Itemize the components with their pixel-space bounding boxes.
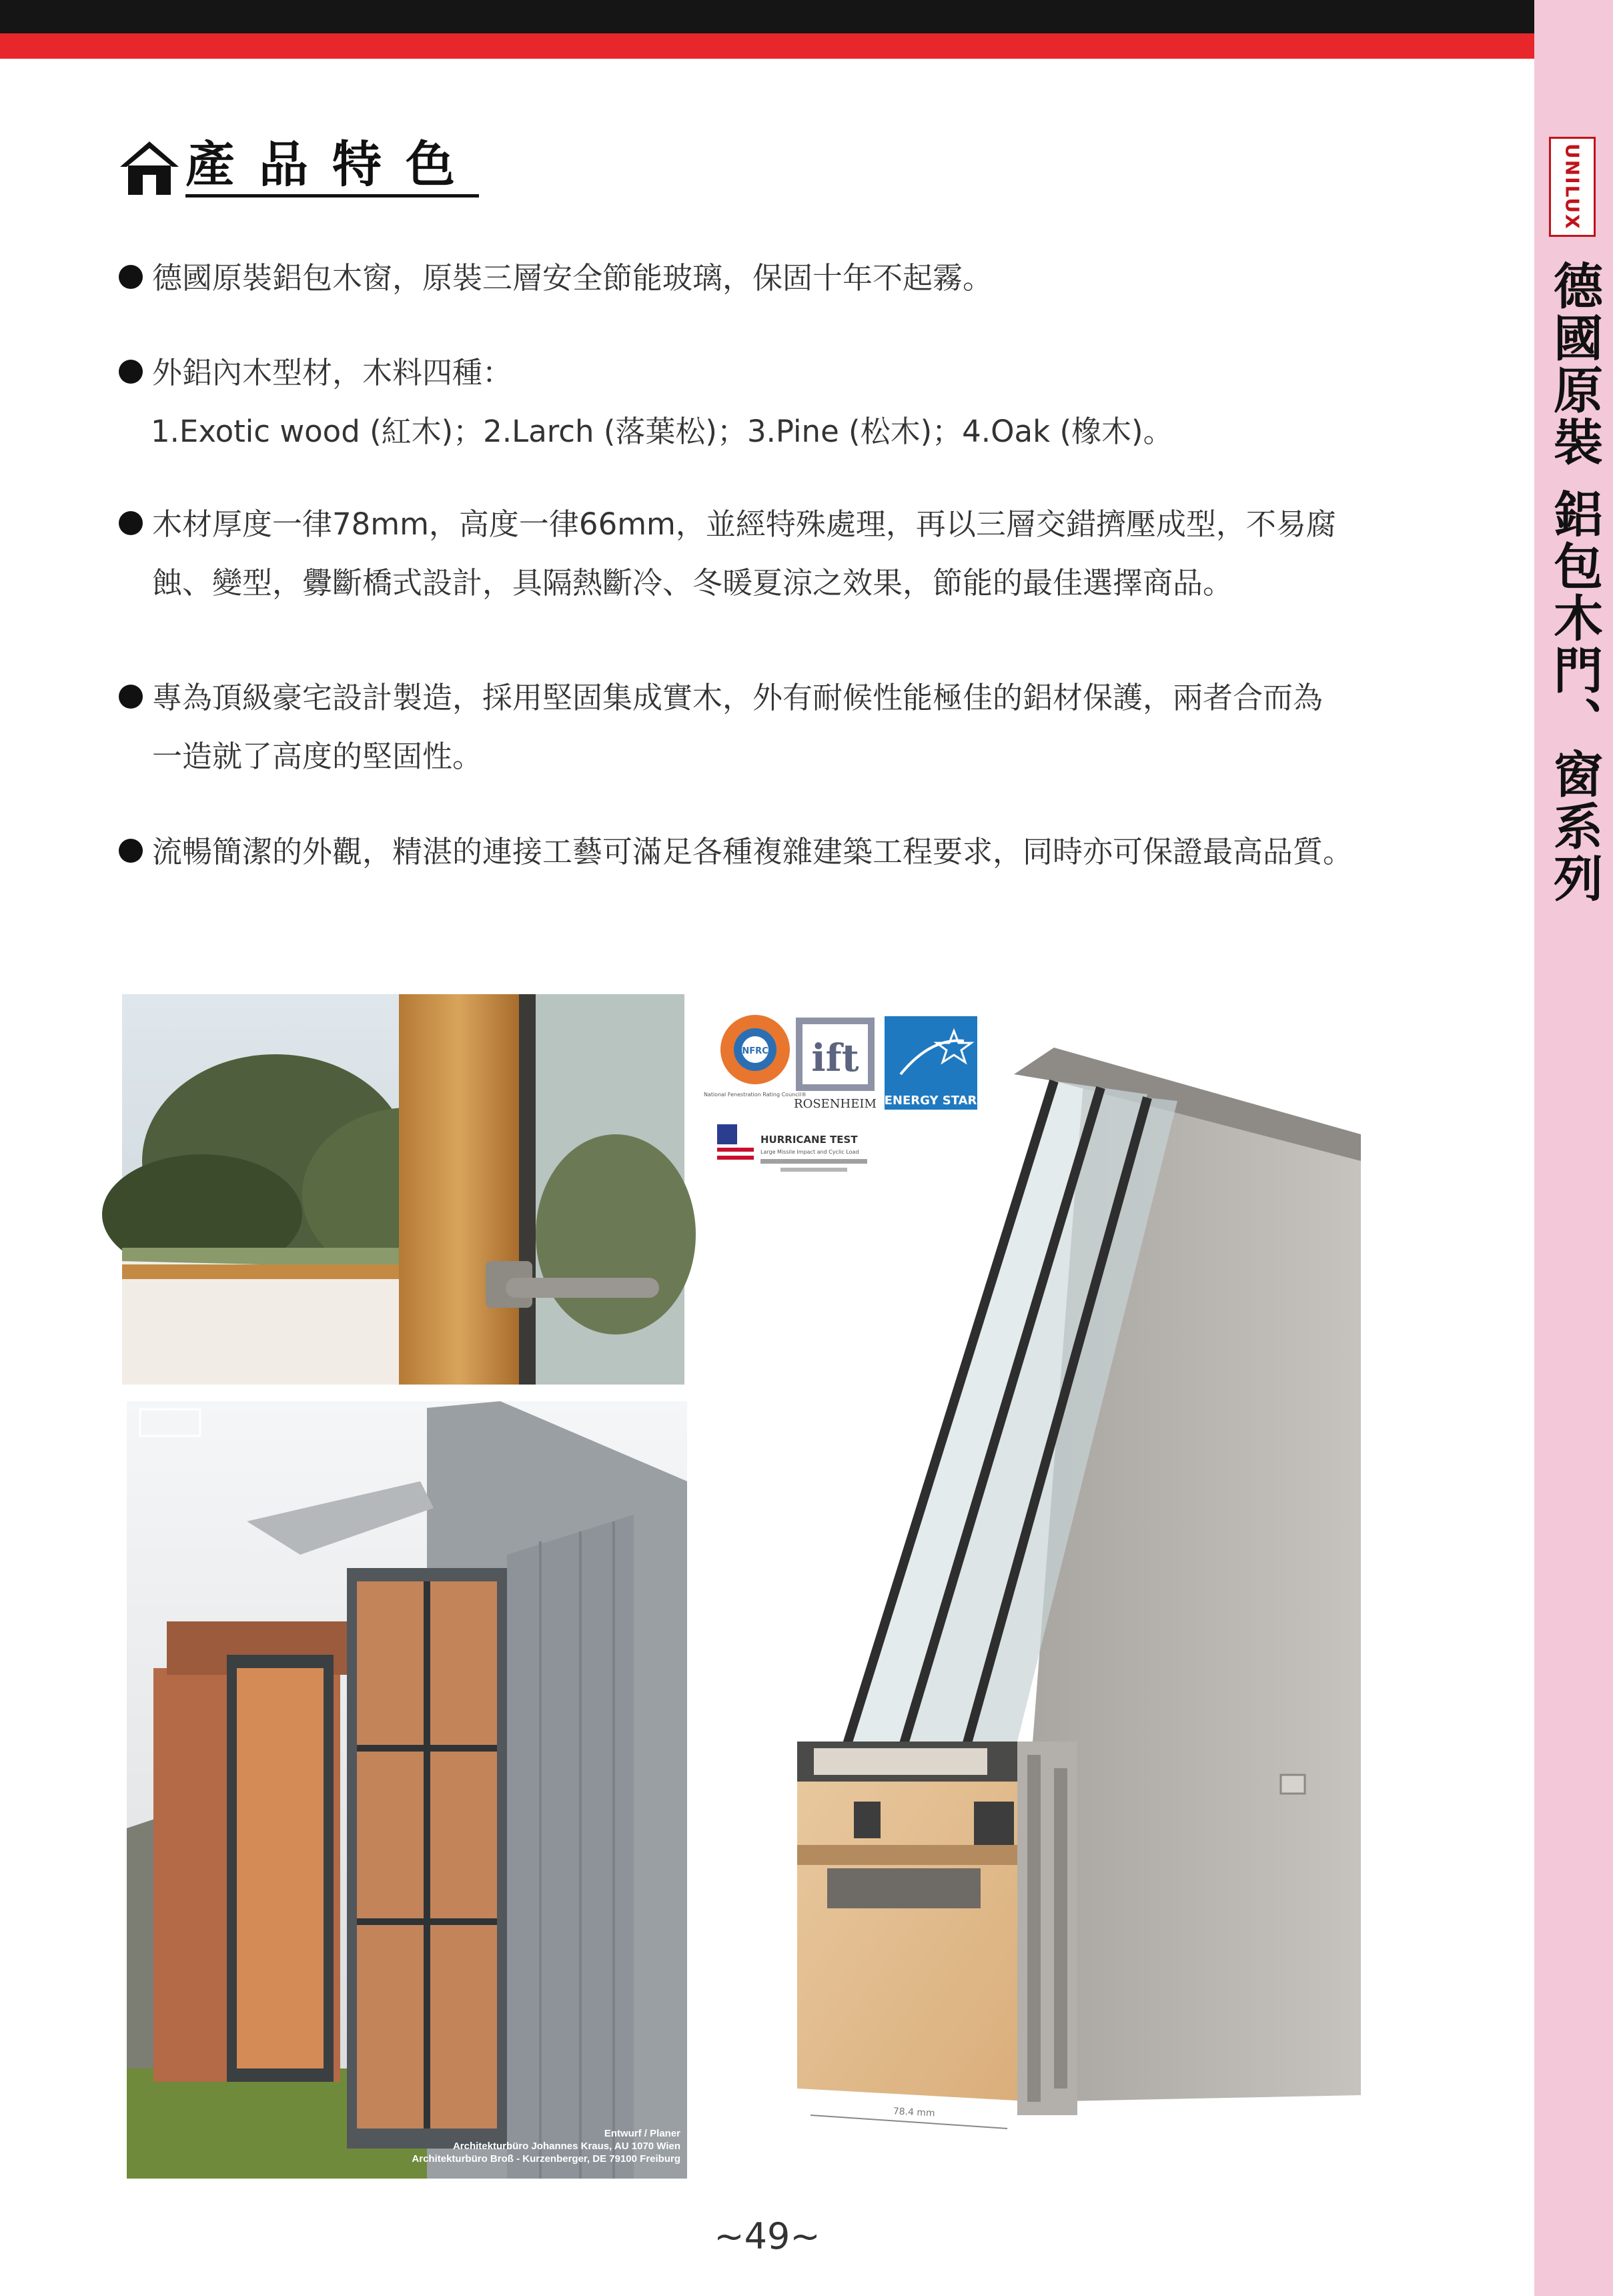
svg-text:78.4 mm: 78.4 mm: [893, 2106, 936, 2119]
feature-item: 木材厚度一律78mm，高度一律66mm，並經特殊處理，再以三層交錯擠壓成型，不易腐 蝕、變型，釁斷橋式設計，具隔熱斷冷、冬暖夏涼之效果，節能的最佳選擇商品。: [119, 495, 1480, 613]
side-title: 德國原裝 鋁包木門、窗系列: [1546, 260, 1603, 905]
svg-text:Large Missile Impact and Cycli: Large Missile Impact and Cyclic Load: [760, 1149, 859, 1155]
building-photo: [127, 1401, 687, 2179]
bullet-icon: [119, 511, 143, 535]
svg-text:ENERGY STAR: ENERGY STAR: [884, 1094, 977, 1108]
svg-text:HURRICANE TEST: HURRICANE TEST: [760, 1134, 858, 1146]
house-icon: [119, 139, 180, 198]
feature-item: 外鋁內木型材，木料四種： 1.Exotic wood (紅木)；2.Larch (落葉松)；3.Pine (松木)；4.Oak (橡木)。: [119, 344, 1480, 461]
svg-text:ift: ift: [811, 1036, 859, 1080]
feature-item: 流暢簡潔的外觀，精湛的連接工藝可滿足各種複雜建築工程要求，同時亦可保證最高品質。: [119, 823, 1480, 881]
feature-item: 德國原裝鋁包木窗，原裝三層安全節能玻璃，保固十年不起霧。: [119, 249, 1480, 308]
heading-text: 產品特色: [185, 137, 479, 198]
svg-text:ROSENHEIM: ROSENHEIM: [794, 1097, 877, 1111]
page-number: ~49~: [714, 2215, 821, 2257]
section-heading: [119, 137, 479, 198]
top-black-bar: [0, 0, 1534, 33]
window-interior-photo: [122, 994, 684, 1385]
bullet-icon: [119, 265, 143, 289]
brand-logo: UNILUX: [1549, 137, 1596, 237]
top-red-bar: [0, 33, 1534, 59]
bullet-icon: [119, 685, 143, 709]
feature-item: 專為頂級豪宅設計製造，採用堅固集成實木，外有耐候性能極佳的鋁材保護，兩者合而為 一造就了高度的堅固性。: [119, 669, 1480, 786]
photo-credit: Entwurf / Planer Architekturbüro Johannes Kraus, AU 1070 Wien Architekturbüro Broß - Kurzenberger, DE 79100 Freiburg: [412, 2128, 680, 2165]
window-cross-section-image: [787, 1034, 1374, 2129]
bullet-icon: [119, 839, 143, 863]
bullet-icon: [119, 360, 143, 384]
svg-text:NFRC: NFRC: [742, 1046, 768, 1056]
svg-text:National Fenestration Rating C: National Fenestration Rating Council®: [703, 1092, 807, 1098]
